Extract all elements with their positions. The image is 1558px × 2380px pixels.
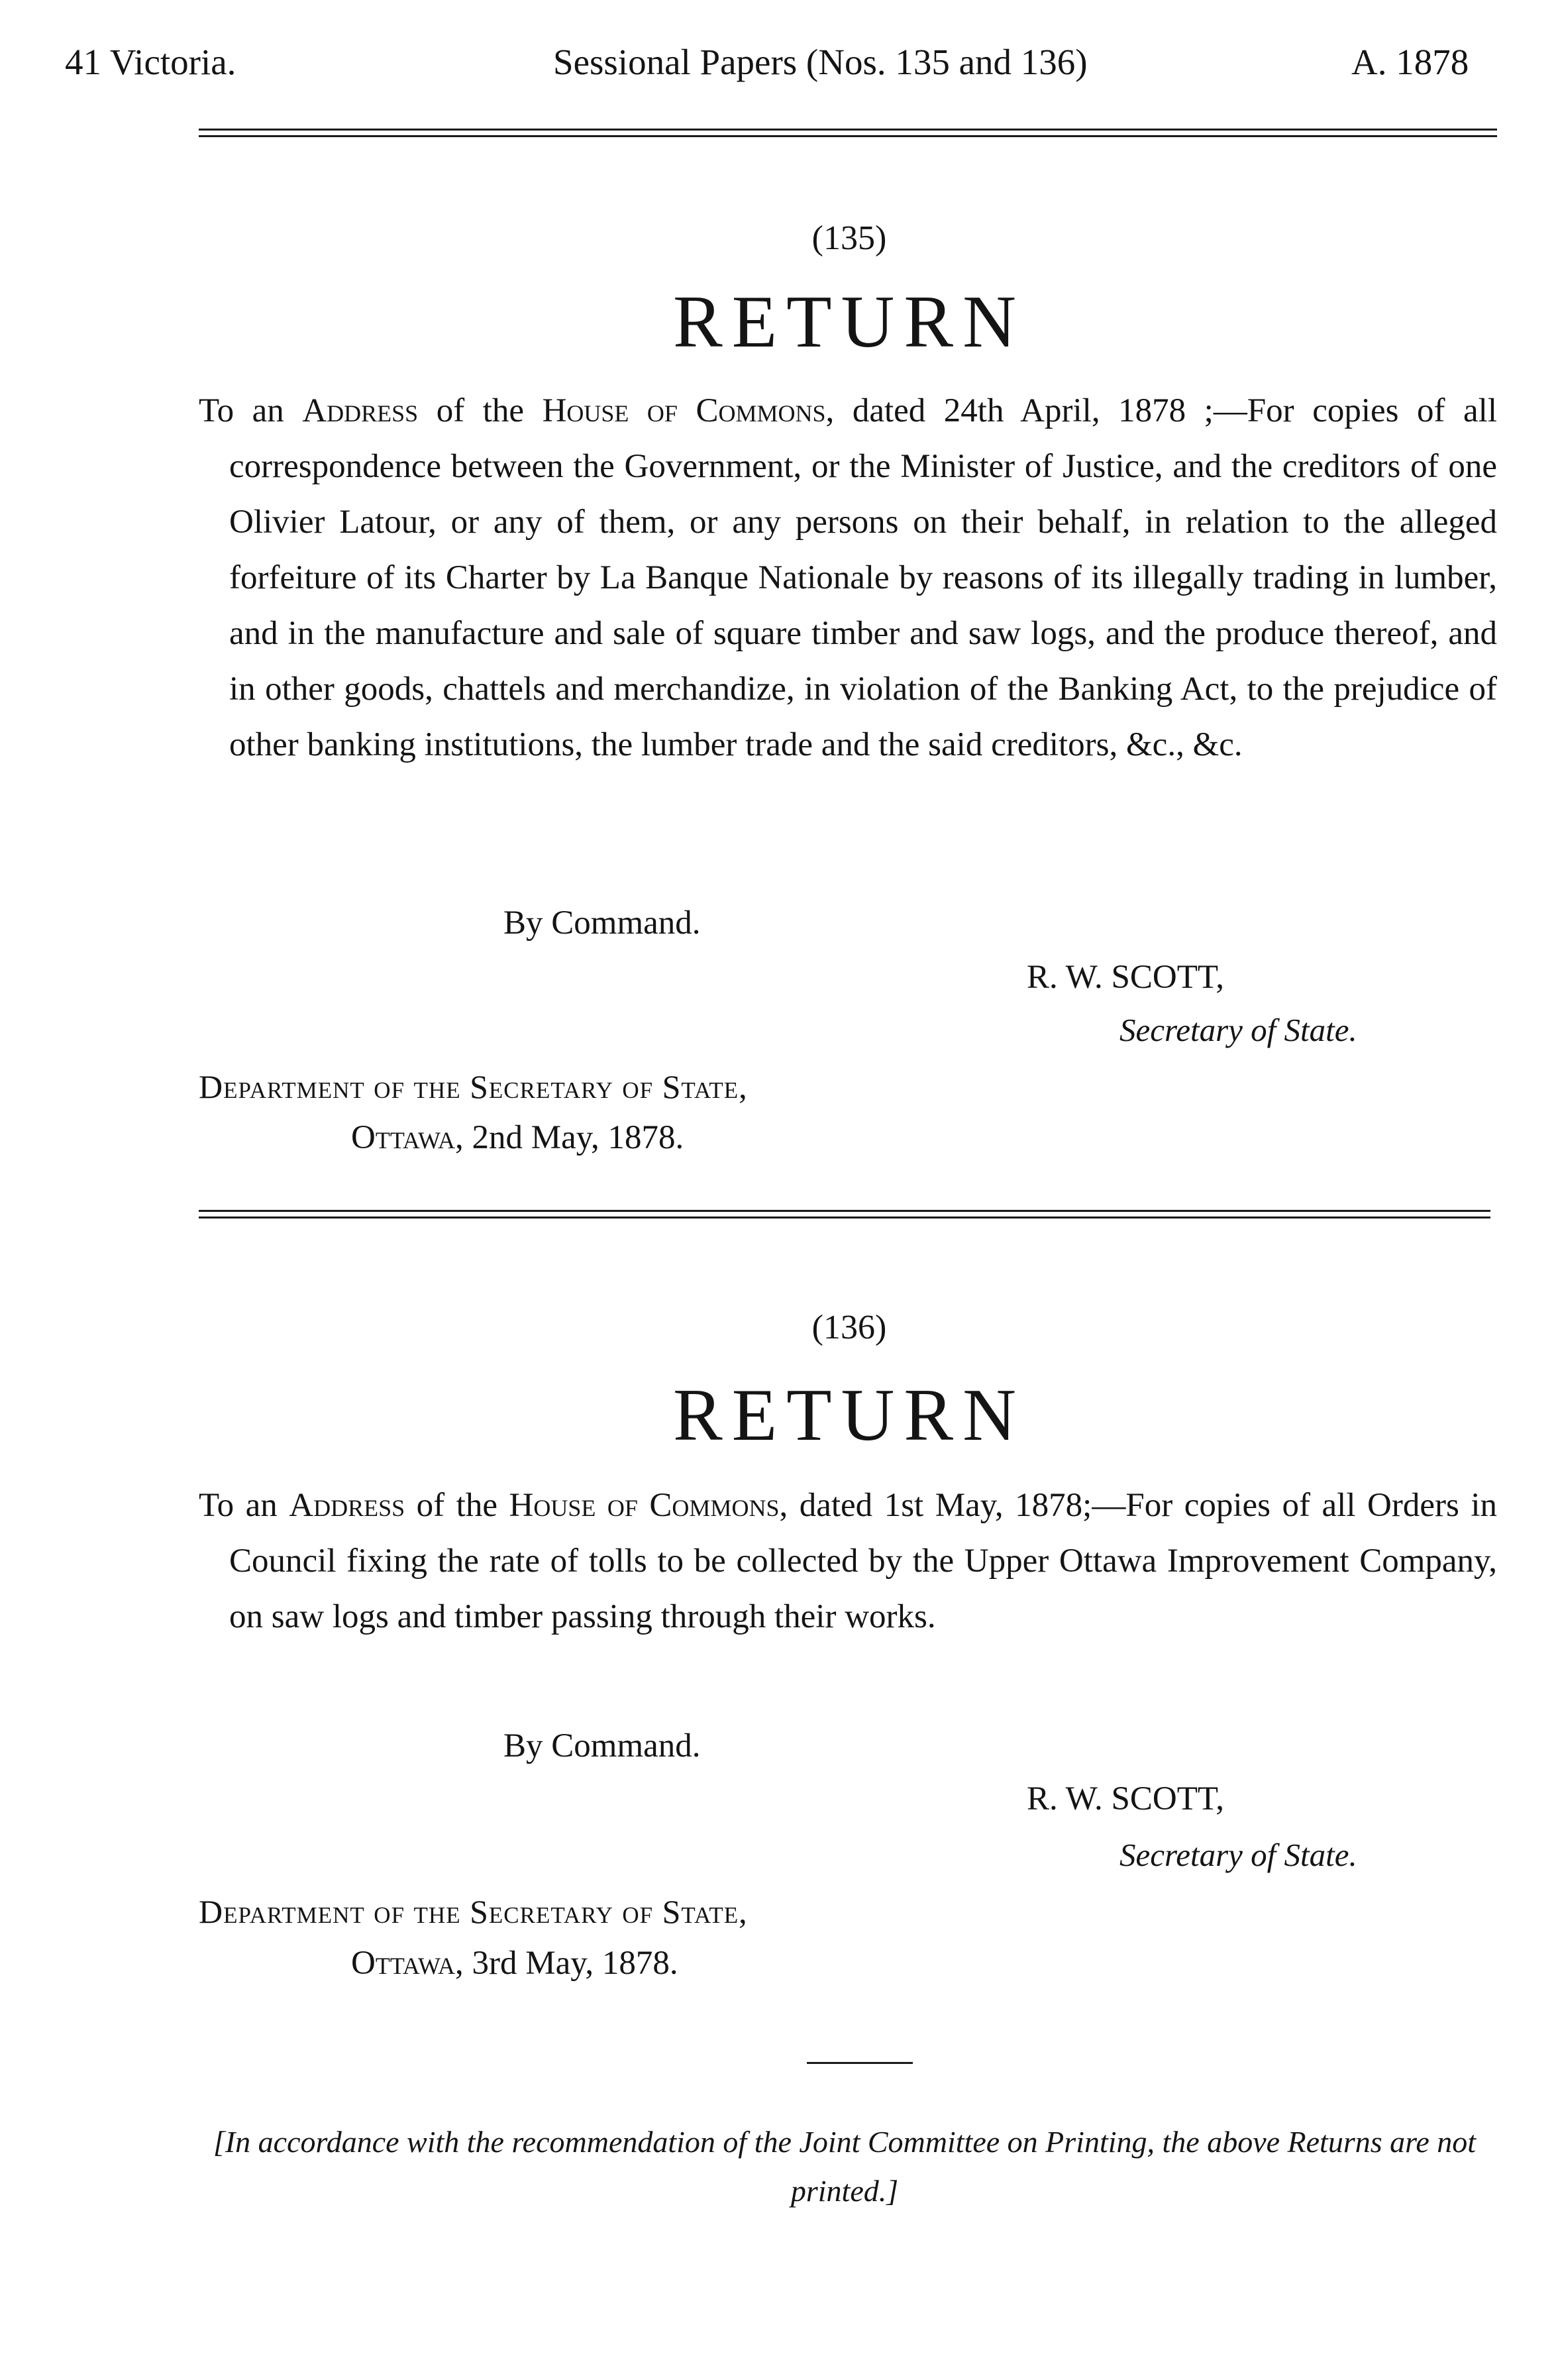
address-paragraph (199, 383, 1497, 773)
by-command: By Command. (503, 904, 701, 942)
signer-title: Secretary of State. (1119, 1837, 1357, 1873)
by-command: By Command. (503, 1727, 701, 1764)
address-body: , dated 24th April, 1878 ;—For copies of all correspondence between the Government, or the Minister of Justice, and the creditors of one Olivier Latour, or any of them, or any persons on their behalf, in relation to the alleged forfeiture of its Charter by La Banque Nationale by reasons of its illegally trading in lumber, and in the manufacture and sale of square timber and saw logs, and the produce thereof, and in other goods, chattels and merchandize, in violation of the Banking Act, to the prejudice of other banking institutions, the lumber trade and the said creditors, &c., &c. (229, 392, 1498, 763)
address-word: Address (289, 1487, 405, 1524)
header-papers-title: Sessional Papers (Nos. 135 and 136) (553, 42, 1088, 82)
header-year: A. 1878 (1351, 42, 1469, 82)
house-of-commons: House of Commons (509, 1487, 780, 1524)
signer-name: R. W. SCOTT, (1027, 1780, 1225, 1817)
section-divider-top (199, 1210, 1490, 1212)
address-paragraph (199, 1478, 1497, 1645)
place-date (351, 1121, 684, 1155)
section-divider-bottom (199, 1217, 1490, 1218)
place-date (351, 1947, 678, 1980)
house-of-commons: House of Commons (542, 392, 826, 429)
signer-title: Secretary of State. (1119, 1012, 1357, 1048)
date: , 3rd May, 1878. (455, 1945, 678, 1982)
header-rule-bottom (199, 135, 1497, 137)
return-number: (136) (811, 1309, 887, 1346)
header-rule-top (199, 129, 1497, 131)
printing-note: [In accordance with the recommendation of the Joint Committee on Printing, the above Returns are not printed.] (213, 2125, 1477, 2208)
header-session: 41 Victoria. (65, 42, 236, 82)
signer-name: R. W. SCOTT, (1027, 959, 1225, 996)
return-number: (135) (811, 219, 887, 257)
address-prefix: To an (199, 392, 303, 429)
address-mid: of the (418, 392, 543, 429)
place: Ottawa (351, 1945, 456, 1982)
place: Ottawa (351, 1119, 456, 1156)
address-prefix: To an (199, 1487, 289, 1524)
department: Department of the Secretary of State, (199, 1893, 748, 1930)
closing-rule (807, 2062, 913, 2064)
address-body: , dated 1st May, 1878;—For copies of all Orders in Council fixing the rate of tolls to be collected by the Upper Ottawa Improvement Company, on saw logs and timber passing through their works. (229, 1487, 1497, 1635)
return-title: RETURN (673, 281, 1025, 363)
address-word: Address (302, 392, 419, 429)
address-mid: of the (405, 1487, 509, 1524)
return-title: RETURN (673, 1374, 1025, 1456)
department: Department of the Secretary of State, (199, 1068, 748, 1105)
date: , 2nd May, 1878. (455, 1119, 684, 1156)
